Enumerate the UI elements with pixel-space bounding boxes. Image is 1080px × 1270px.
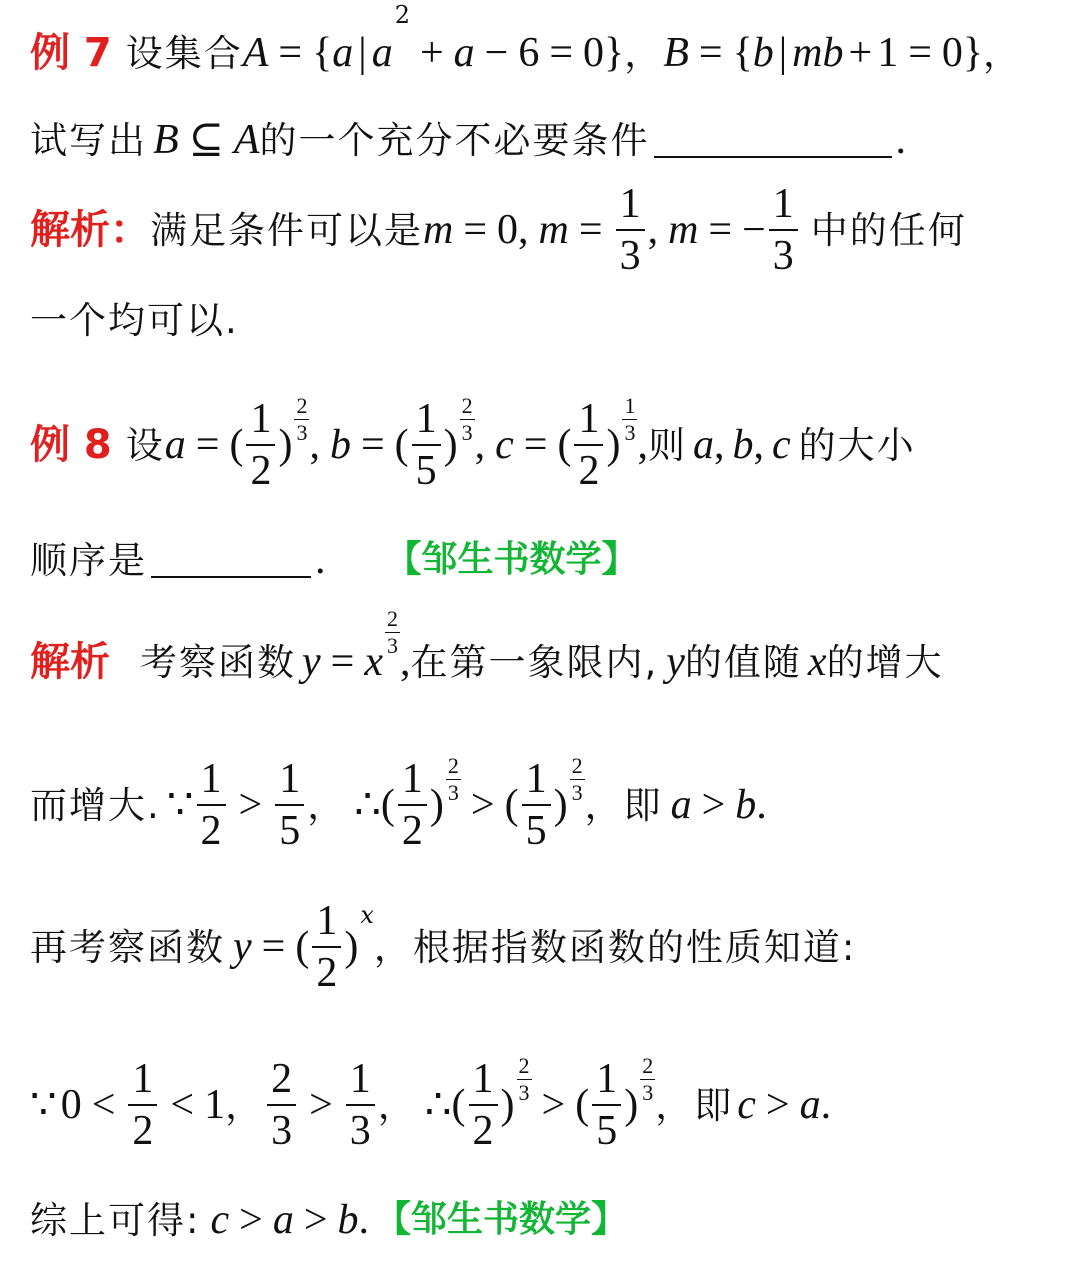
numerator: 2 [642,1053,654,1078]
answer-blank-2 [151,542,311,578]
exponent-two-thirds [517,1055,532,1104]
math-eq: = [278,30,303,76]
denominator: 2 [398,804,427,852]
math-A: A [233,117,260,163]
fraction-one-half [246,398,275,492]
math-period: . [756,782,767,828]
fraction-one-third [346,1058,375,1152]
math-c: c [495,422,514,468]
math-gt: > [470,782,495,828]
denominator: 2 [574,444,603,492]
math-a: a [164,422,186,468]
denominator: 5 [592,1104,621,1152]
math-lt: < [91,1082,116,1128]
math-y: y [302,639,321,685]
denominator: 3 [267,1104,296,1152]
numerator: 2 [271,1056,293,1102]
exponent-one-third [622,395,637,444]
fraction-one-fifth [412,398,441,492]
comma: ， [584,783,624,827]
denominator: 2 [469,1104,498,1152]
math-m: m [538,207,569,253]
math-rparen: ) [624,1082,639,1128]
math-lparen: ( [229,422,244,468]
brand-tag: 【邹生书数学】 [385,539,638,580]
math-six: 6 [518,30,540,76]
ex7-text-3: 的一个充分不必要条件 [259,118,650,162]
math-comma: , [400,639,411,685]
ex8-solution-text-1: 考察函数 [140,640,296,684]
denominator: 3 [571,780,583,805]
ex8-solution-line-4 [30,1055,1060,1155]
ex7-label: 例 7 [30,30,112,76]
ex7-line-1 [30,3,1060,103]
math-y: y [666,639,685,685]
fraction-one-third [616,183,645,277]
fraction-one-third [769,183,798,277]
math-m: m [792,30,823,76]
math-eq: = [523,422,548,468]
math-a: a [371,30,393,76]
numerator: 1 [772,181,794,227]
ex8-period: . [315,537,326,583]
math-rparen: ) [443,422,458,468]
math-therefore: ∴ [424,1082,452,1128]
math-zero: 0 [941,30,963,76]
math-c: c [210,1197,230,1243]
denominator: 3 [387,633,398,658]
denominator: 3 [346,1104,375,1152]
math-a: a [332,30,354,76]
numerator: 1 [596,1056,618,1102]
brand-tag: 【邹生书数学】 [375,1199,628,1240]
ex8-label: 例 8 [30,422,112,468]
math-b: b [822,30,844,76]
fraction-one-fifth [592,1058,621,1152]
ex8-line-2 [30,510,1060,610]
math-comma: , [518,207,529,253]
math-eq: = [330,639,355,685]
denominator: 3 [296,420,308,445]
math-lparen: ( [295,924,310,970]
fraction-one-half [312,900,341,994]
ex8-solution-text-3: 的值随 [684,640,802,684]
math-one: 1 [877,30,899,76]
exponent-two-thirds [570,755,585,804]
numerator: 1 [525,756,547,802]
math-comma: , [474,422,486,468]
math-gt: > [238,782,263,828]
ex7-solution-text-2: 中的任何 [810,208,967,252]
denominator: 2 [197,804,226,852]
denominator: 3 [518,1080,530,1105]
math-gt: > [309,1082,333,1128]
math-lt: < [170,1082,195,1128]
math-m: m [668,207,699,253]
ex8-solution-text-6: 即 [623,783,663,827]
numerator: 2 [296,393,308,418]
math-because: ∵ [166,782,194,828]
denominator: 2 [312,946,341,994]
math-eq: = [578,207,603,253]
numerator: 1 [401,756,423,802]
ex7-comma: ， [624,31,664,75]
denominator: 3 [447,780,459,805]
ex7-solution-text-3: 一个均可以. [30,298,239,342]
comma: ， [655,1083,695,1127]
math-one: 1 [204,1082,226,1128]
math-rparen: ) [429,782,444,828]
denominator: 3 [624,420,636,445]
denominator: 5 [275,804,304,852]
math-a: a [272,1197,294,1243]
math-a: a [799,1082,821,1128]
numerator: 2 [518,1053,530,1078]
ex7-solution-label: 解析： [30,207,150,253]
math-zero: 0 [583,30,605,76]
ex7-solution-line [30,180,1060,280]
ex7-line-2 [30,90,1060,190]
ex7-text-2: 试写出 [30,118,147,162]
math-eq: = [908,30,932,76]
exponent-two-thirds [294,395,309,444]
math-comma: , [753,422,764,468]
ex8-solution-line-3 [30,897,1060,997]
ex8-conclusion-text: 综上可得: [30,1198,201,1242]
ex7-period: . [895,117,907,163]
numerator: 1 [200,756,222,802]
math-eq: = [360,422,385,468]
exponent-two-thirds [640,1055,655,1104]
ex7-solution-text-1: 满足条件可以是 [150,208,423,252]
ex8-line-1 [30,395,1060,495]
math-x: x [807,639,827,685]
math-bar: | [358,30,367,76]
numerator: 1 [619,181,641,227]
math-minus: − [484,30,509,76]
math-therefore: ∴ [354,782,381,828]
math-x: x [364,639,383,685]
denominator: 3 [616,229,645,277]
math-eq: = [261,924,286,970]
numerator: 2 [571,753,583,778]
math-rparen: ) [500,1082,515,1128]
math-b: b [732,422,754,468]
math-rparen: ) [606,422,621,468]
math-eq: = [698,30,723,76]
math-eq: = [549,30,574,76]
fraction-one-fifth [522,758,551,852]
fraction-one-half [197,758,226,852]
ex8-solution-text-4: 的增大 [826,640,944,684]
fraction-one-fifth [275,758,304,852]
math-b: b [752,30,774,76]
numerator: 1 [472,1056,494,1102]
math-minus: − [742,207,766,253]
exponent-two-thirds [446,755,461,804]
math-rparen: ) [344,924,359,970]
math-lparen: ( [451,1082,466,1128]
math-rparen: ) [278,422,293,468]
numerator: 1 [132,1056,154,1102]
exponent-two-thirds [385,608,400,657]
denominator: 3 [642,1080,654,1105]
math-c: c [737,1082,756,1128]
numerator: 2 [387,606,398,631]
ex8-text-2: 则 [647,423,687,467]
math-comma: , [713,422,725,468]
math-lparen: ( [557,422,572,468]
fraction-one-half [398,758,427,852]
ex8-text-3: 的大小 [798,423,916,467]
numerator: 1 [624,393,636,418]
math-bar: | [778,30,788,76]
numerator: 1 [250,396,272,442]
math-because: ∵ [30,1082,57,1128]
numerator: 1 [316,898,338,944]
math-gt: > [239,1197,263,1243]
math-lparen: ( [394,422,409,468]
math-gt: > [541,1082,566,1128]
denominator: 3 [461,420,473,445]
math-rbrace: } [962,30,984,76]
math-gt: > [765,1082,790,1128]
math-eq: = [463,207,488,253]
fraction-one-half [574,398,603,492]
math-eq: = [195,422,220,468]
fraction-one-half [128,1058,157,1152]
math-rparen: ) [553,782,568,828]
math-b: b [329,422,351,468]
ex8-solution-label: 解析 [30,639,110,685]
comma: ， [307,783,347,827]
ex7-solution-line-2 [30,270,1060,370]
ex8-text-1: 设 [125,423,165,467]
numerator: 1 [578,396,600,442]
math-gt: > [303,1197,328,1243]
math-period: . [358,1197,369,1243]
ex8-solution-text-9: 即 [694,1083,734,1127]
math-plus: + [848,30,873,76]
denominator: 2 [246,444,275,492]
math-zero: 0 [497,207,519,253]
math-comma: , [647,207,659,253]
math-square: 2 [394,1,410,29]
ex8-solution-text-7: 再考察函数 [30,925,225,969]
math-m: m [423,207,454,253]
math-zero: 0 [60,1082,82,1128]
math-period: . [820,1082,832,1128]
ex8-solution-text-8: ，根据指数函数的性质知道: [373,925,857,969]
fraction-two-thirds [267,1058,296,1152]
exponent-x: x [360,901,374,929]
comma: ， [225,1083,265,1127]
ex8-solution-line-1 [30,606,1060,712]
math-lparen: ( [380,782,395,828]
math-subseteq: ⊆ [188,117,224,163]
answer-blank-1 [654,122,892,158]
math-y: y [233,924,252,970]
ex8-solution-line-2 [30,755,1060,855]
denominator: 5 [412,444,441,492]
numerator: 1 [349,1056,371,1102]
math-eq: = [708,207,733,253]
math-lbrace: { [732,30,753,76]
math-a: a [692,422,714,468]
ex8-solution-text-5: 而增大. [30,783,161,827]
fraction-one-half [469,1058,498,1152]
ex8-text-4: 顺序是 [30,538,147,582]
numerator: 1 [415,396,437,442]
math-lbrace: { [312,30,333,76]
numerator: 2 [461,393,473,418]
ex7-text-1: 设集合 [125,31,243,75]
math-lparen: ( [575,1082,590,1128]
math-rbrace: } [604,30,625,76]
ex8-conclusion-line [30,1170,1060,1270]
math-B: B [153,117,179,163]
denominator: 3 [769,229,798,277]
denominator: 2 [128,1104,157,1152]
math-c: c [771,422,791,468]
math-comma: , [309,422,320,468]
math-a: a [670,782,692,828]
math-b: b [735,782,757,828]
ex8-solution-text-2: 在第一象限内, [410,640,659,684]
comma: ， [377,1083,417,1127]
denominator: 5 [522,804,551,852]
math-lparen: ( [504,782,519,828]
math-a: a [453,30,475,76]
math-b: b [337,1197,359,1243]
exponent-two-thirds [460,395,475,444]
math-plus: + [419,30,444,76]
math-A: A [242,30,269,76]
math-B: B [663,30,689,76]
math-gt: > [701,782,726,828]
numerator: 2 [447,753,459,778]
numerator: 1 [279,756,301,802]
ex7-comma: ， [983,31,1023,75]
math-comma: , [637,422,648,468]
